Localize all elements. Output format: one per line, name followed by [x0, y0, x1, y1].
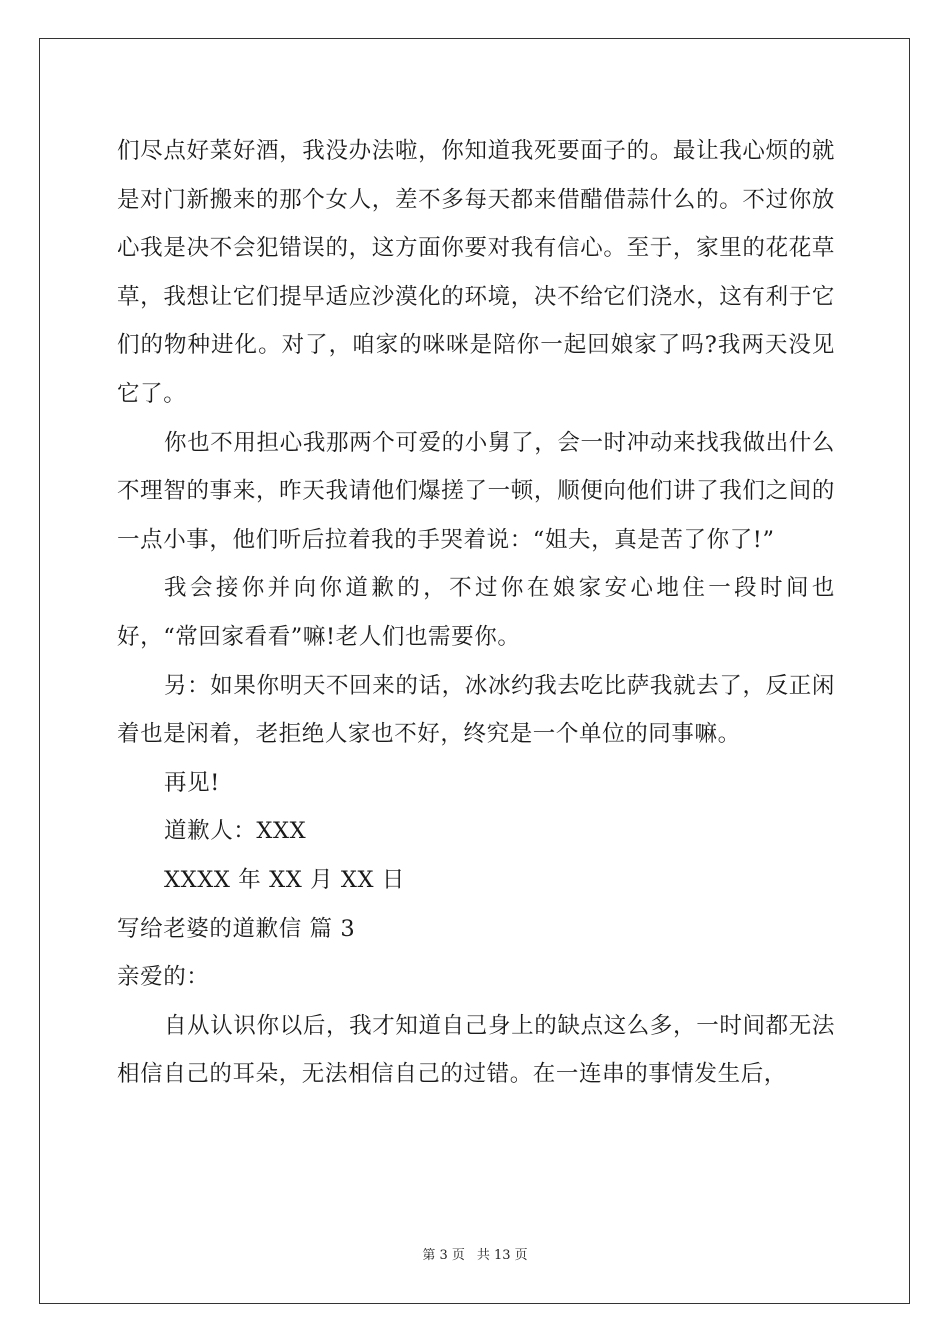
- paragraph-3: 我会接你并向你道歉的，不过你在娘家安心地住一段时间也好，“常回家看看”嘛!老人们也需要你。: [117, 575, 835, 650]
- page-footer: [0, 1247, 950, 1265]
- paragraph-4: 另：如果你明天不回来的话，冰冰约我去吃比萨我就去了，反正闲着也是闲着，老拒绝人家也不好，终究是一个单位的同事嘛。: [117, 672, 835, 748]
- paragraph-10: 自从认识你以后，我才知道自己身上的缺点这么多，一时间都无法相信自己的耳朵，无法相信自己的过错。在一连串的事情发生后，: [117, 1012, 835, 1088]
- section-heading: 写给老婆的道歉信 篇 3: [117, 915, 356, 942]
- date-line: XXXX 年 XX 月 XX 日: [164, 866, 406, 893]
- paragraph-2: 你也不用担心我那两个可爱的小舅了，会一时冲动来找我做出什么不理智的事来，昨天我请他们爆搓了一顿，顺便向他们讲了我们之间的一点小事，他们听后拉着我的手哭着说：“姐夫，真是苦了你了!”: [117, 429, 835, 553]
- document-body: [117, 127, 835, 1099]
- farewell-line: 再见!: [164, 769, 220, 796]
- signature-line: 道歉人：XXX: [164, 818, 307, 845]
- page-number: 第 3 页: [422, 1248, 465, 1263]
- paragraph-1: 们尽点好菜好酒，我没办法啦，你知道我死要面子的。最让我心烦的就是对门新搬来的那个女人，差不多每天都来借醋借蒜什么的。不过你放心我是决不会犯错误的，这方面你要对我有信心。至于，家里的花花草草，我想让它们提早适应沙漠化的环境，决不给它们浇水，这有利于它们的物种进化。对了，咱家的咪咪是陪你一起回娘家了吗?我两天没见它了。: [117, 138, 835, 407]
- page-total: 共 13 页: [476, 1248, 528, 1263]
- salutation-line: 亲爱的：: [117, 964, 210, 991]
